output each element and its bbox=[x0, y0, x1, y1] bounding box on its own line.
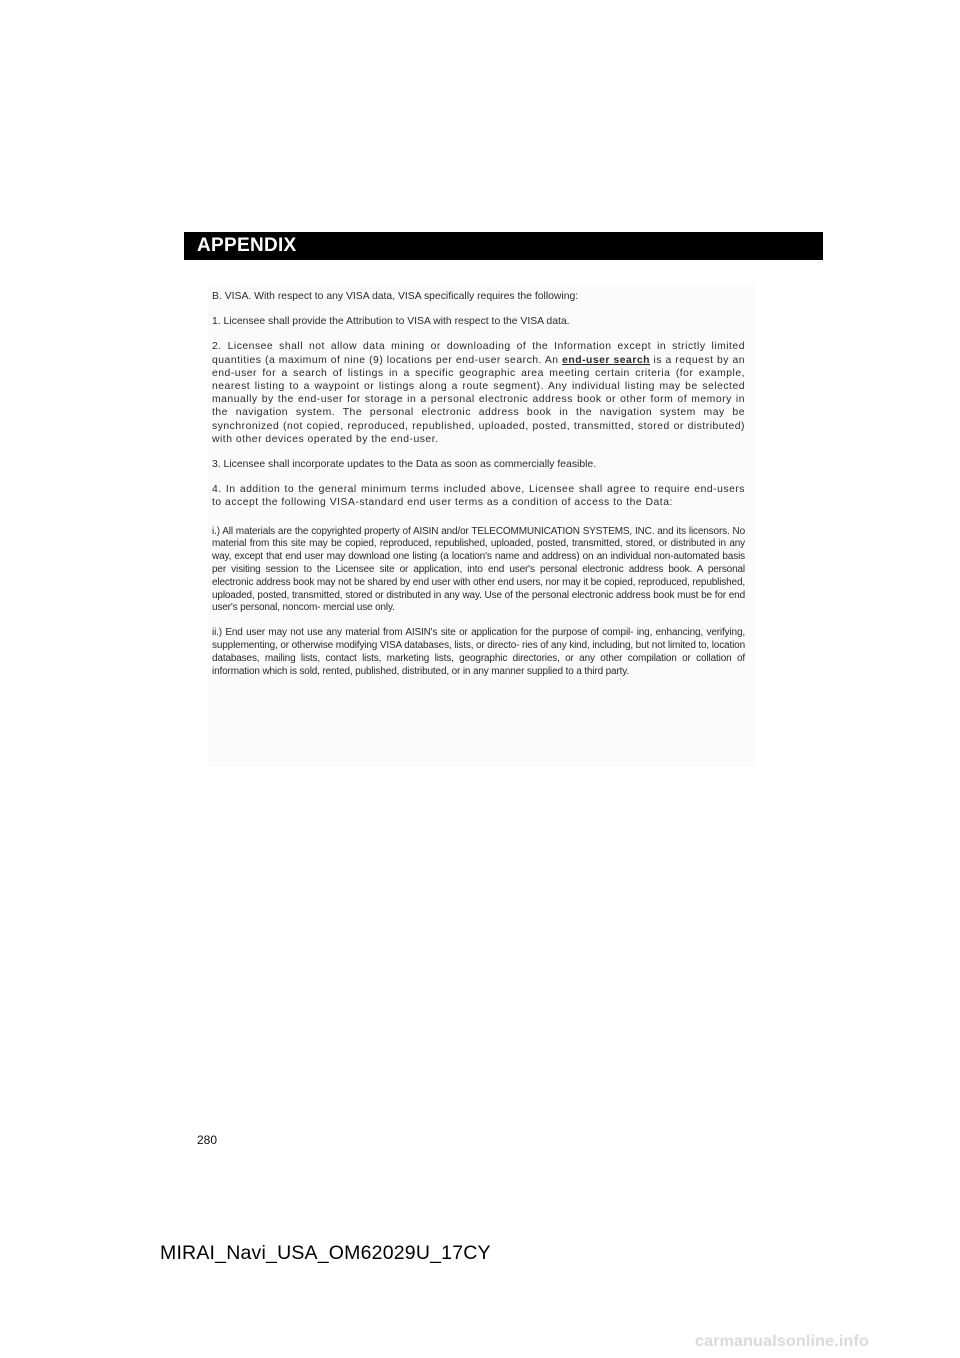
item-4-text: 4. In addition to the general minimum terms included above, Licensee shall agree to require end-users to accept the following VISA-standard end user terms as a condition of access to the Data: bbox=[212, 484, 745, 509]
page-number: 280 bbox=[197, 1133, 218, 1147]
item-2-text bbox=[212, 340, 745, 446]
item-2-text-before: 2. Licensee shall not allow data mining or downloading of the Information except in strictly limited quantities (a maximum of nine (9) locations per end-user search. An bbox=[212, 341, 745, 366]
section-title: APPENDIX bbox=[197, 235, 297, 256]
term-ii-text: ii.) End user may not use any material from AISIN's site or application for the purpose of compil- ing, enhancing, verifying, supplementing, or otherwise modifying VISA databases, lists, or directo- ries of any kind, including, but not limited to, location databases, mailing lists, contact lists, marketing lists, geographic directories, or any other compilation or collation of information which is sold, rented, published, distributed, or in any manner supplied to a third party. bbox=[212, 627, 745, 677]
item-1-text: 1. Licensee shall provide the Attribution to VISA with respect to the VISA data. bbox=[212, 316, 570, 328]
term-i-text: i.) All materials are the copyrighted property of AISIN and/or TELECOMMUNICATION SYSTEMS, INC. and its licensors. No material from this site may be copied, reproduced, republished, uploaded, posted, transmitted, stored, or distributed in any way, except that end user may download one listing (a location's name and address) on an individual non-automated basis per visiting session to the Licensee site or application, into end user's personal electronic address book. A personal electronic address book may not be shared by end user with other end users, nor may it be copied, reproduced, republished, uploaded, posted, transmitted, stored or distributed in any way. Use of the personal electronic address book must be for end user's personal, noncom- mercial use only. bbox=[212, 525, 745, 614]
item-2-text-after: is a request by an end-user for a search of listings in a specific geographic area meeting certain criteria (for example, nearest listing to a waypoint or listings along a route segment). Any individual listing may be selected manually by the end-user for storage in a personal electronic address book or other form of memory in the navigation system. The personal electronic address book in the navigation system may be synchronized (not copied, reproduced, republished, uploaded, posted, transmitted, stored or distributed) with other devices operated by the end-user. bbox=[212, 354, 746, 445]
item-3-text: 3. Licensee shall incorporate updates to the Data as soon as commercially feasible. bbox=[212, 459, 597, 471]
document-code: MIRAI_Navi_USA_OM62029U_17CY bbox=[160, 1242, 491, 1264]
section-header-bar bbox=[184, 232, 823, 260]
license-terms-content bbox=[208, 284, 755, 766]
watermark: carmanualsonline.info bbox=[695, 1333, 870, 1350]
section-b-heading: B. VISA. With respect to any VISA data, VISA specifically requires the following: bbox=[212, 291, 579, 302]
end-user-search-term: end-user search bbox=[562, 354, 650, 366]
